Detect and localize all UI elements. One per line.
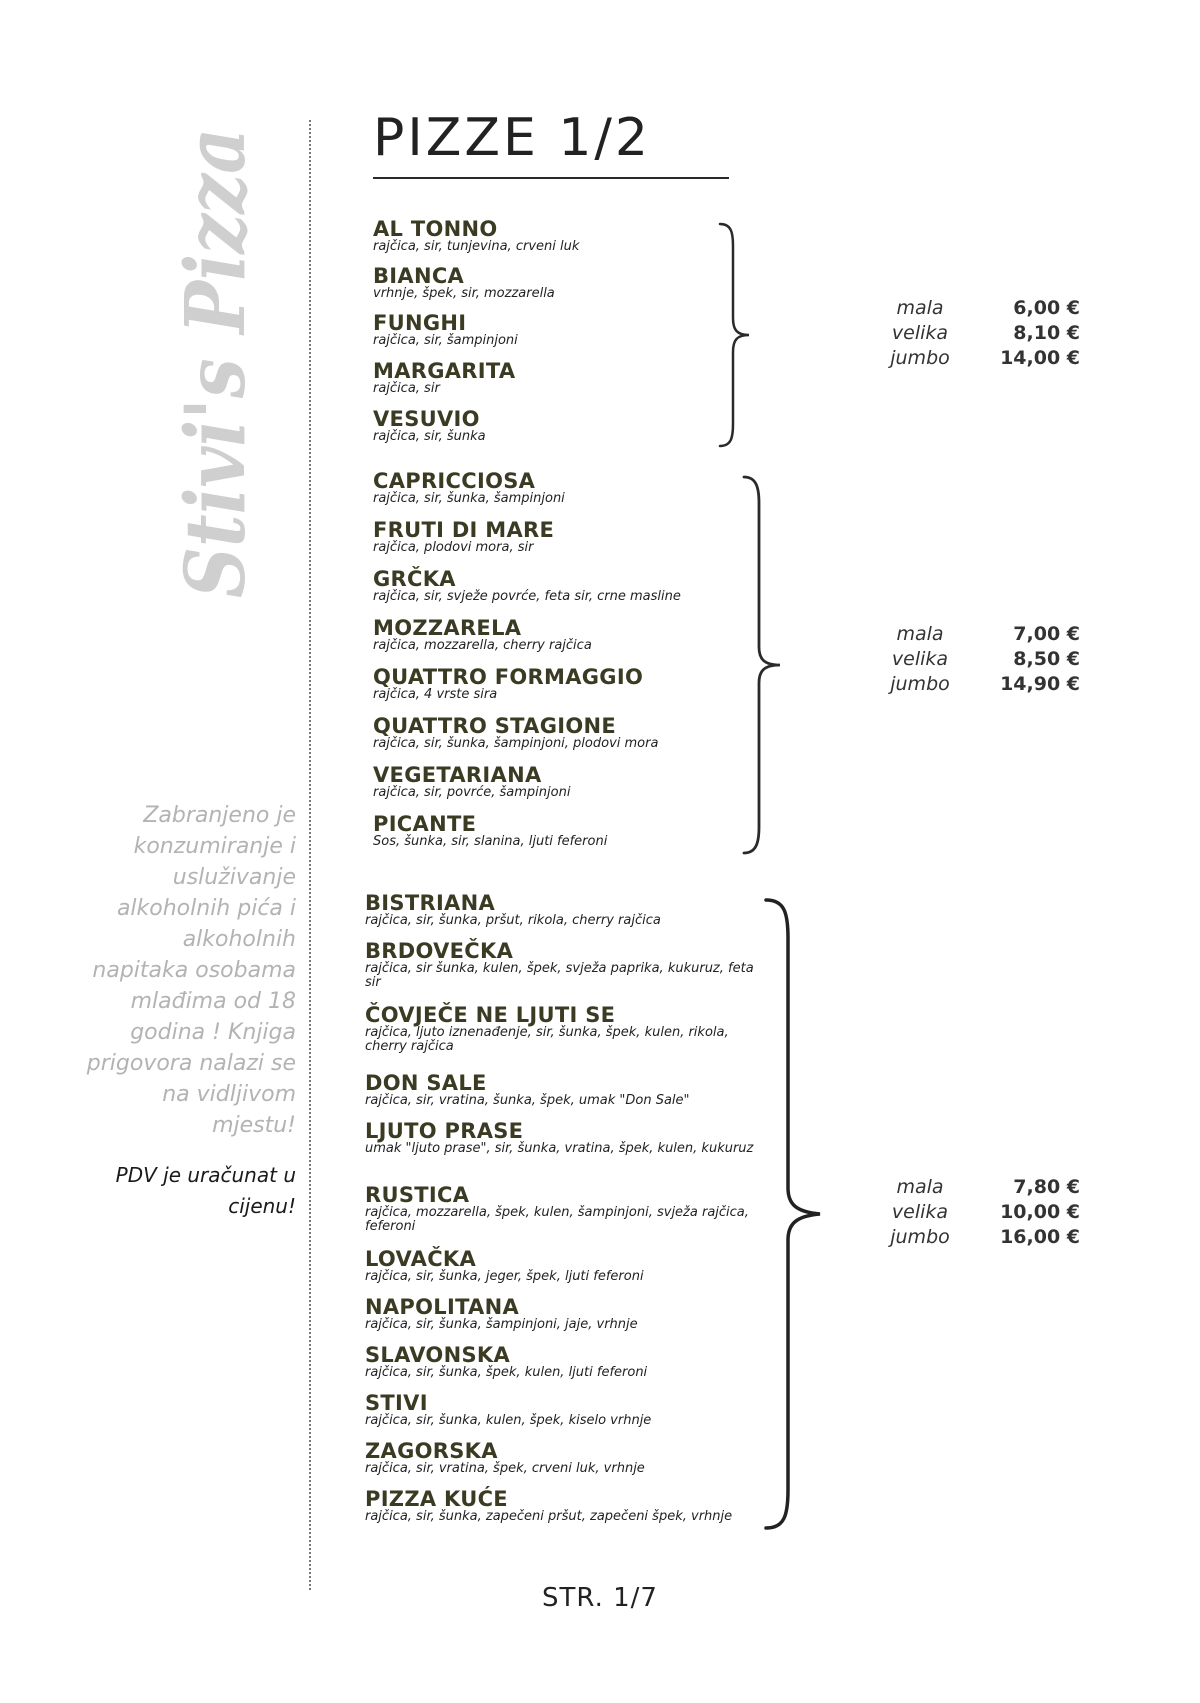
pizza-name: VESUVIO [373,407,480,431]
menu-item [373,408,773,444]
size-label: velika [891,322,949,344]
menu-item [373,764,773,800]
pizza-ingredients: vrhnje, špek, sir, mozzarella [373,286,555,301]
menu-item [365,1392,765,1428]
pizza-ingredients: rajčica, sir, šunka, šampinjoni [373,491,565,506]
pizza-ingredients: Sos, šunka, sir, slanina, ljuti feferoni [373,834,608,849]
menu-item [373,265,773,301]
price-row [880,647,1080,672]
price-value: 7,80 € [1013,1176,1080,1198]
pizza-name: CAPRICCIOSA [373,469,536,493]
menu-item [373,360,773,396]
menu-item [365,1488,765,1524]
page-number: STR. 1/7 [542,1583,658,1613]
menu-item [365,1344,765,1380]
menu-item [373,666,773,702]
pizza-name: RUSTICA [365,1183,470,1207]
pizza-name: MARGARITA [373,359,516,383]
price-table-3 [880,1175,1080,1250]
menu-item [373,568,773,604]
price-value: 8,50 € [1013,648,1080,670]
pizza-ingredients: rajčica, plodovi mora, sir [373,540,534,555]
alcohol-notice: Zabranjeno je konzumiranje i usluživanje alkoholnih pića i alkoholnih napitaka osobama mlađima od 18 godina ! Knjiga prigovora nalazi se na vidljivom mjestu! [86,803,296,1138]
pizza-ingredients: rajčica, mozzarella, špek, kulen, šampinjoni, svježa rajčica, feferoni [365,1205,749,1234]
size-label: jumbo [890,1226,950,1248]
pizza-ingredients: rajčica, sir [373,381,440,396]
size-label: velika [891,1201,949,1223]
menu-item [365,1248,765,1284]
price-row [880,346,1080,371]
menu-item [373,617,773,653]
brand-logo-graphic [148,110,268,610]
price-value: 7,00 € [1013,623,1080,645]
size-label: mala [896,1176,944,1198]
title-underline [373,177,729,179]
price-table-1 [880,296,1080,371]
pizza-name: PIZZA KUĆE [365,1487,508,1511]
pizza-name: BIANCA [373,264,465,288]
menu-item [373,312,773,348]
menu-item [373,218,773,254]
pizza-group-2 [373,470,793,855]
pizza-name: FRUTI DI MARE [373,518,555,542]
pizza-name: SLAVONSKA [365,1343,510,1367]
pizza-name: NAPOLITANA [365,1295,520,1319]
menu-item [365,1296,765,1332]
menu-item [365,892,765,928]
pizza-ingredients: rajčica, sir, šampinjoni [373,333,518,348]
pizza-name: DON SALE [365,1071,487,1095]
pizza-ingredients: rajčica, sir, šunka, šampinjoni, jaje, vrhnje [365,1317,638,1332]
pizza-name: QUATTRO FORMAGGIO [373,665,644,689]
pizza-group-3 [365,892,805,1532]
menu-item [365,940,765,990]
vat-notice: PDV je uračunat u cijenu! [115,1163,296,1218]
pizza-name: LOVAČKA [365,1247,477,1271]
menu-item [373,715,773,751]
pizza-name: BRDOVEČKA [365,939,514,963]
pizza-ingredients: rajčica, mozzarella, cherry rajčica [373,638,592,653]
pizza-name: ZAGORSKA [365,1439,498,1463]
pizza-name: LJUTO PRASE [365,1119,524,1143]
pizza-ingredients: rajčica, sir, povrće, šampinjoni [373,785,571,800]
pizza-ingredients: rajčica, sir, šunka, kulen, špek, kiselo vrhnje [365,1413,652,1428]
pizza-name: MOZZARELA [373,616,522,640]
pizza-ingredients: umak "ljuto prase", sir, šunka, vratina, špek, kulen, kukuruz [365,1141,754,1156]
pizza-ingredients: rajčica, sir, tunjevina, crveni luk [373,239,580,254]
pizza-name: FUNGHI [373,311,467,335]
price-row [880,1225,1080,1250]
brace-2 [738,475,788,855]
pizza-name: AL TONNO [373,217,498,241]
price-row [880,672,1080,697]
price-table-2 [880,622,1080,697]
pizza-name: PICANTE [373,812,477,836]
brand-logo [148,110,268,610]
menu-item [373,813,773,849]
pizza-name: QUATTRO STAGIONE [373,714,617,738]
price-value: 14,90 € [1000,673,1080,695]
price-row [880,1200,1080,1225]
pizza-name: BISTRIANA [365,891,496,915]
pizza-name: VEGETARIANA [373,763,542,787]
pizza-ingredients: rajčica, ljuto iznenađenje, sir, šunka, špek, kulen, rikola, cherry rajčica [365,1025,729,1054]
pizza-name: STIVI [365,1391,428,1415]
size-label: jumbo [890,673,950,695]
price-row [880,1175,1080,1200]
pizza-ingredients: rajčica, sir, šunka, pršut, rikola, cherry rajčica [365,913,661,928]
pizza-ingredients: rajčica, sir, šunka, jeger, špek, ljuti feferoni [365,1269,644,1284]
size-label: jumbo [890,347,950,369]
price-value: 14,00 € [1000,347,1080,369]
pizza-ingredients: rajčica, sir, svježe povrće, feta sir, crne masline [373,589,681,604]
menu-item [365,1184,765,1234]
size-label: mala [896,623,944,645]
pizza-ingredients: rajčica, sir, šunka, šampinjoni, plodovi mora [373,736,659,751]
price-row [880,321,1080,346]
price-row [880,622,1080,647]
menu-item [365,1004,765,1054]
size-label: velika [891,648,949,670]
pizza-name: ČOVJEČE NE LJUTI SE [365,1003,616,1027]
pizza-ingredients: rajčica, sir, vratina, šunka, špek, umak "Don Sale" [365,1093,690,1108]
vertical-divider [309,120,311,1590]
brace-3 [760,898,830,1530]
brand-name: Stivi's Pizza [168,110,264,598]
price-row [880,296,1080,321]
pizza-ingredients: rajčica, sir, šunka, špek, kulen, ljuti feferoni [365,1365,648,1380]
menu-item [365,1072,765,1108]
pizza-ingredients: rajčica, sir, šunka, zapečeni pršut, zapečeni špek, vrhnje [365,1509,733,1524]
pizza-ingredients: rajčica, sir, vratina, špek, crveni luk, vrhnje [365,1461,645,1476]
price-value: 8,10 € [1013,322,1080,344]
size-label: mala [896,297,944,319]
pizza-ingredients: rajčica, sir šunka, kulen, špek, svježa paprika, kukuruz, feta sir [365,961,754,990]
price-value: 16,00 € [1000,1226,1080,1248]
price-value: 6,00 € [1013,297,1080,319]
menu-item [365,1440,765,1476]
pizza-ingredients: rajčica, 4 vrste sira [373,687,498,702]
pizza-name: GRČKA [373,567,456,591]
page-title: PIZZE 1/2 [373,108,652,168]
brace-1 [715,222,755,448]
menu-item [373,470,773,506]
pizza-ingredients: rajčica, sir, šunka [373,429,486,444]
menu-item [373,519,773,555]
menu-item [365,1120,765,1156]
price-value: 10,00 € [1000,1201,1080,1223]
